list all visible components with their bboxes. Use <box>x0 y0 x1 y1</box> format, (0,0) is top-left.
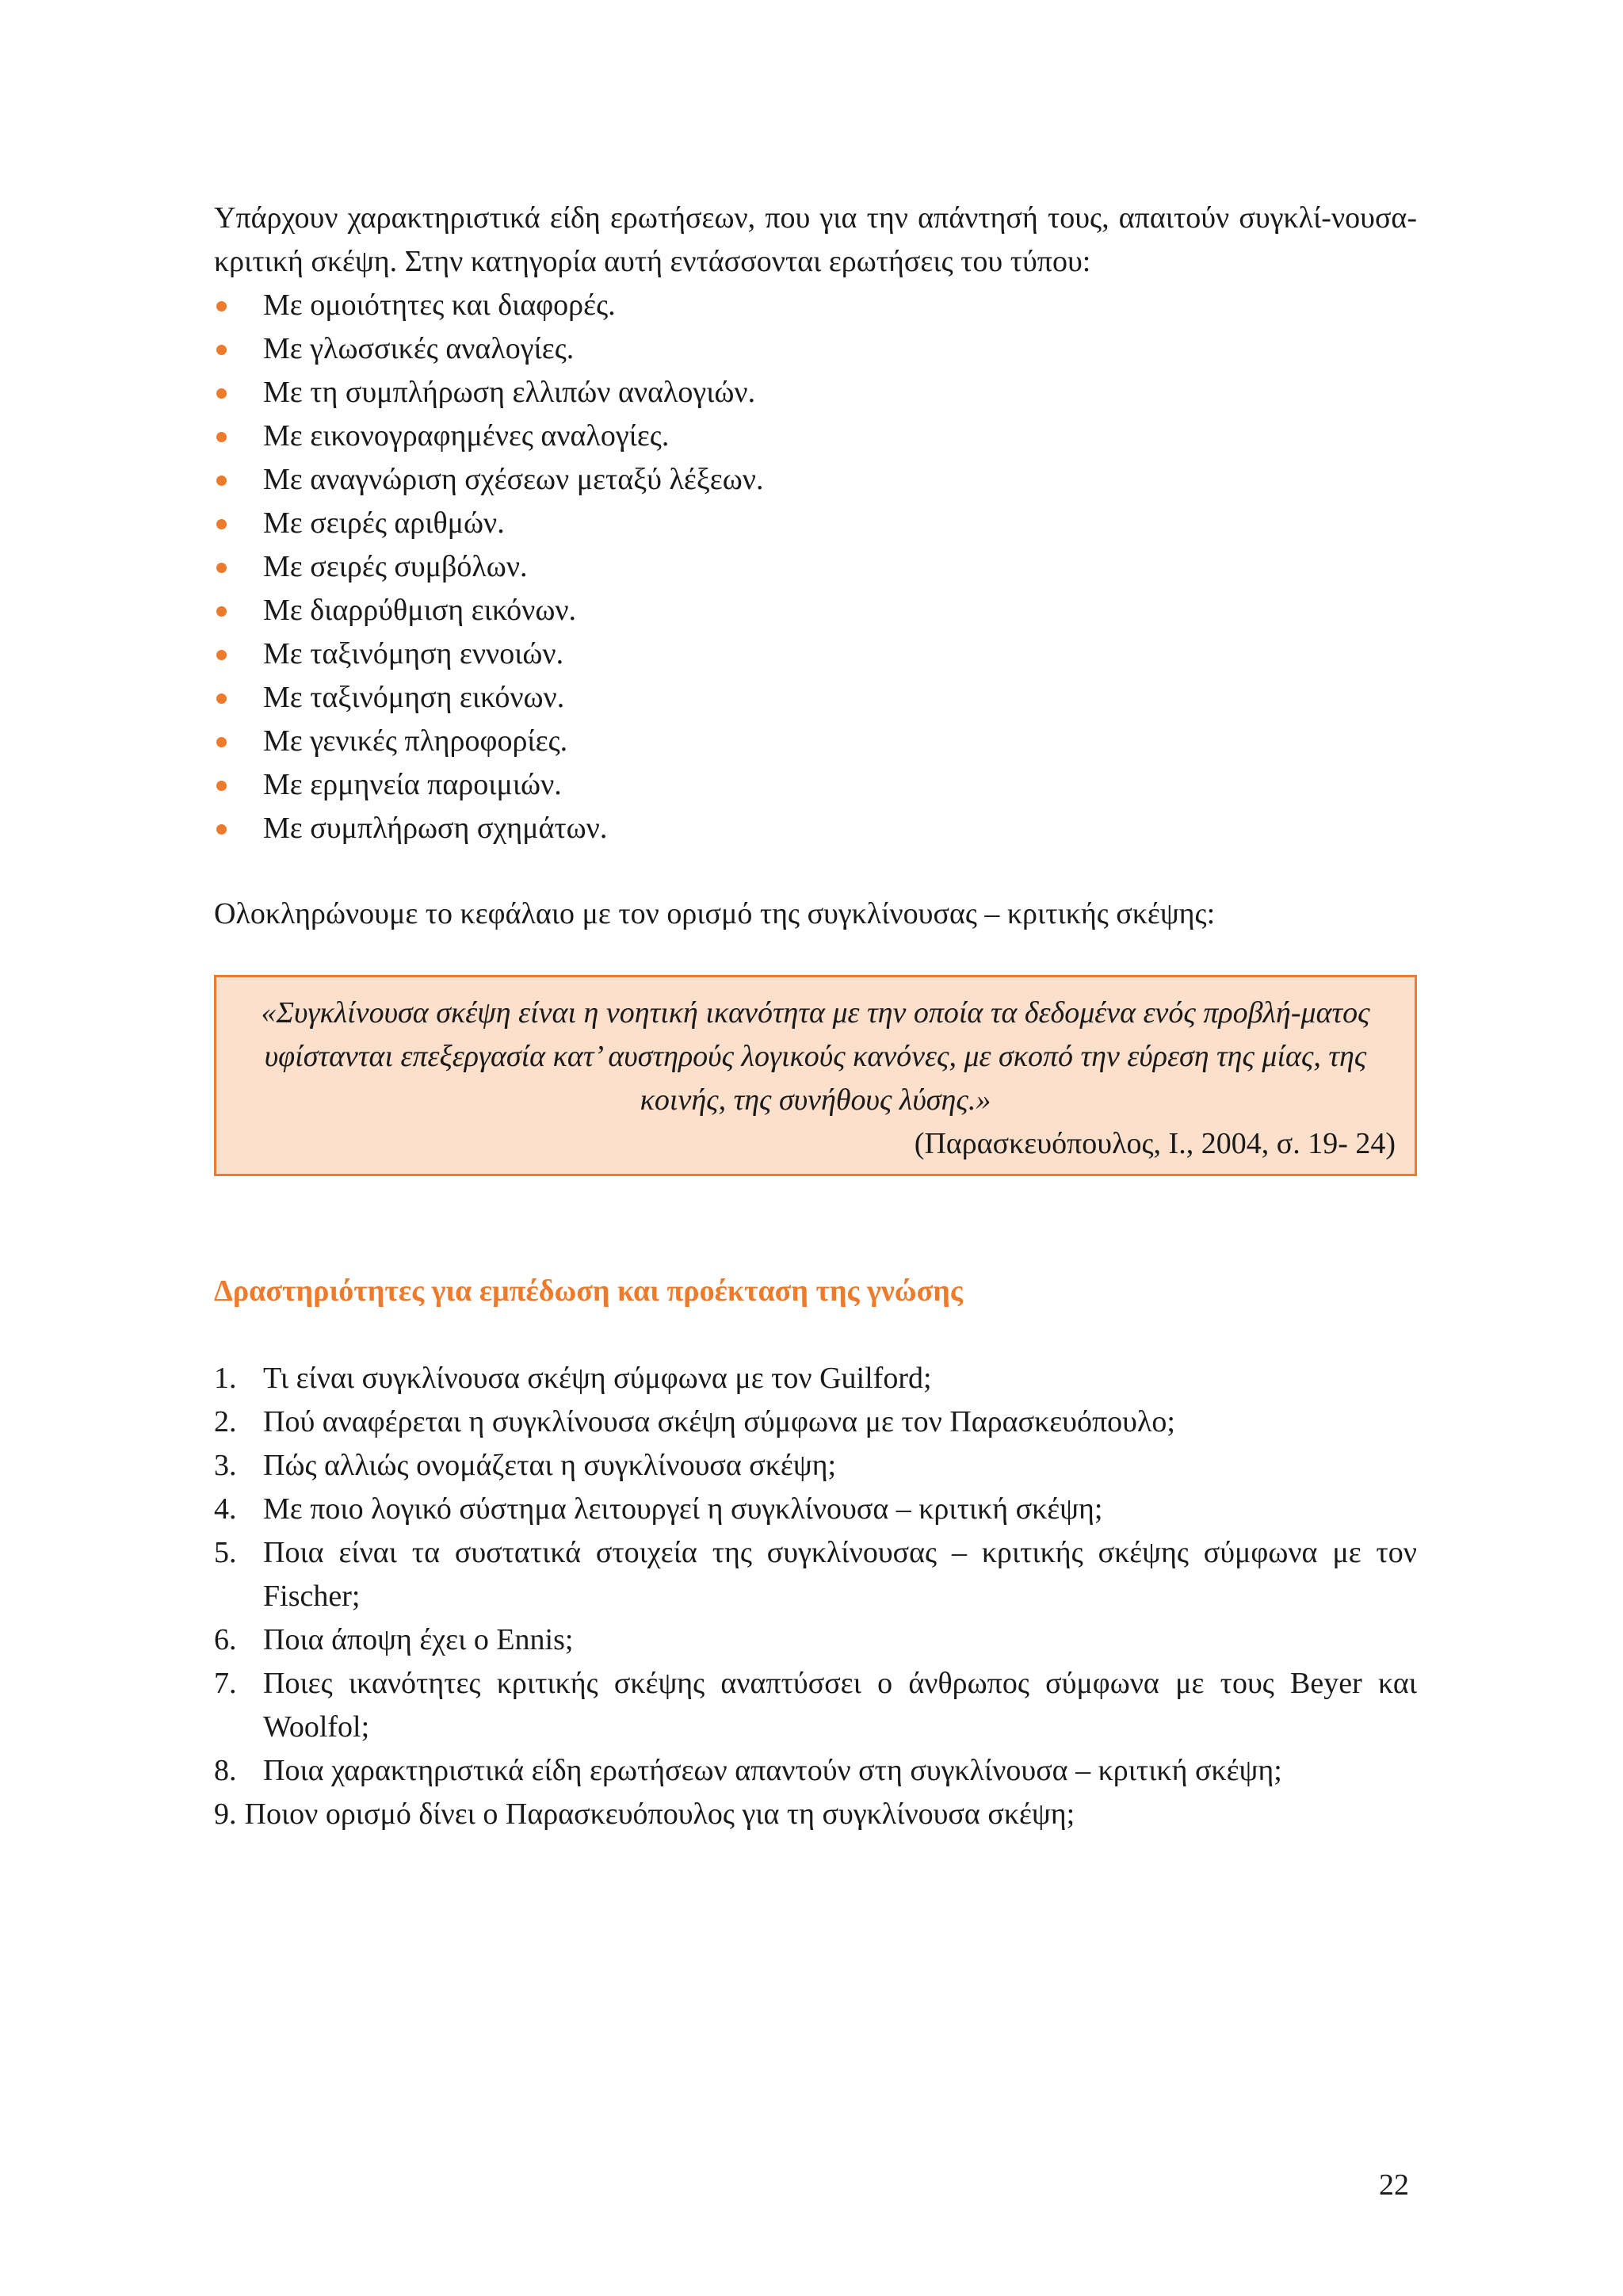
list-item <box>214 807 1417 850</box>
question-number: 9. <box>214 1797 237 1831</box>
list-item <box>214 720 1417 763</box>
question-number: 7. <box>214 1667 237 1700</box>
list-item <box>214 502 1417 545</box>
list-item-text: Με ομοιότητες και διαφορές. <box>263 288 616 322</box>
list-item <box>214 458 1417 502</box>
question-number: 4. <box>214 1492 237 1526</box>
bullet-icon <box>216 432 227 442</box>
list-item-text: Με ερμηνεία παροιμιών. <box>263 768 562 801</box>
list-item <box>214 676 1417 720</box>
list-item-text: Με συμπλήρωση σχημάτων. <box>263 812 608 845</box>
bullet-icon <box>216 476 227 486</box>
bullet-icon <box>216 737 227 747</box>
bullet-icon <box>216 693 227 704</box>
bullet-icon <box>216 519 227 529</box>
list-item <box>214 415 1417 458</box>
list-item-text: Με γλωσσικές αναλογίες. <box>263 332 575 365</box>
question-item <box>214 1488 1417 1531</box>
bullet-icon <box>216 345 227 355</box>
question-number: 1. <box>214 1362 237 1395</box>
list-item-text: Με γενικές πληροφορίες. <box>263 724 568 758</box>
bullet-icon <box>216 301 227 311</box>
list-item-text: Με τη συμπλήρωση ελλιπών αναλογιών. <box>263 376 756 409</box>
list-item-text: Με σειρές αριθμών. <box>263 506 505 540</box>
bullet-icon <box>216 781 227 791</box>
question-text: Ποια άποψη έχει ο Ennis; <box>263 1623 574 1656</box>
question-number: 6. <box>214 1623 237 1656</box>
question-item <box>214 1357 1417 1400</box>
bullet-icon <box>216 650 227 660</box>
question-text: Πού αναφέρεται η συγκλίνουσα σκέψη σύμφωνα με τον Παρασκευόπουλο; <box>263 1405 1175 1438</box>
list-item <box>214 589 1417 632</box>
question-number: 3. <box>214 1449 237 1482</box>
page-content <box>214 197 1417 1836</box>
activities-question-list <box>214 1357 1417 1836</box>
question-text: Τι είναι συγκλίνουσα σκέψη σύμφωνα με τον Guilford; <box>263 1362 932 1395</box>
question-types-list <box>214 284 1417 850</box>
question-item <box>214 1749 1417 1793</box>
definition-quote-box <box>214 975 1417 1176</box>
section-heading: Δραστηριότητες για εμπέδωση και προέκταση της γνώσης <box>214 1274 963 1308</box>
list-item-text: Με διαρρύθμιση εικόνων. <box>263 594 577 627</box>
list-item-text: Με εικονογραφημένες αναλογίες. <box>263 419 670 453</box>
question-text: Ποιες ικανότητες κριτικής σκέψης αναπτύσσει ο άνθρωπος σύμφωνα με τους Beyer και Woolfol; <box>263 1667 1417 1744</box>
list-item-text: Με σειρές συμβόλων. <box>263 550 528 583</box>
list-item-text: Με ταξινόμηση εννοιών. <box>263 637 564 670</box>
list-item <box>214 545 1417 589</box>
intro-paragraph: Υπάρχουν χαρακτηριστικά είδη ερωτήσεων, που για την απάντησή τους, απαιτούν συγκλί-νουσα- κριτική σκέψη. Στην κατηγορία αυτή εντάσσονται ερωτήσεις του τύπου: <box>214 201 1417 278</box>
question-item <box>214 1662 1417 1749</box>
list-item <box>214 763 1417 807</box>
question-text: Ποια χαρακτηριστικά είδη ερωτήσεων απαντούν στη συγκλίνουσα – κριτική σκέψη; <box>263 1754 1282 1787</box>
list-item-text: Με ταξινόμηση εικόνων. <box>263 681 565 714</box>
question-text: Ποιον ορισμό δίνει ο Παρασκευόπουλος για τη συγκλίνουσα σκέψη; <box>244 1797 1075 1831</box>
question-text: Ποια είναι τα συστατικά στοιχεία της συγκλίνουσας – κριτικής σκέψης σύμφωνα με τον Fischer; <box>263 1536 1417 1613</box>
question-item <box>214 1618 1417 1662</box>
closing-paragraph: Ολοκληρώνουμε το κεφάλαιο με τον ορισμό της συγκλίνουσας – κριτικής σκέψης: <box>214 897 1216 930</box>
question-item <box>214 1400 1417 1444</box>
bullet-icon <box>216 388 227 399</box>
bullet-icon <box>216 606 227 617</box>
question-number: 2. <box>214 1405 237 1438</box>
question-text: Πώς αλλιώς ονομάζεται η συγκλίνουσα σκέψη; <box>263 1449 837 1482</box>
question-number: 8. <box>214 1754 237 1787</box>
quote-text: «Συγκλίνουσα σκέψη είναι η νοητική ικανότητα με την οποία τα δεδομένα ενός προβλή-ματος υφίστανται επεξεργασία κατ’ αυστηρούς λογικούς κανόνες, με σκοπό την εύρεση της μίας, της κοινής, της συνήθους λύσης.» <box>261 996 1370 1117</box>
bullet-icon <box>216 824 227 835</box>
quote-citation: (Παρασκευόπουλος, Ι., 2004, σ. 19- 24) <box>914 1127 1396 1160</box>
question-number: 5. <box>214 1536 237 1569</box>
list-item <box>214 632 1417 676</box>
bullet-icon <box>216 563 227 573</box>
question-item <box>214 1793 1417 1836</box>
question-item <box>214 1444 1417 1488</box>
question-text: Με ποιο λογικό σύστημα λειτουργεί η συγκλίνουσα – κριτική σκέψη; <box>263 1492 1103 1526</box>
page-number: 22 <box>1379 2168 1409 2202</box>
list-item <box>214 284 1417 327</box>
list-item-text: Με αναγνώριση σχέσεων μεταξύ λέξεων. <box>263 463 764 496</box>
list-item <box>214 327 1417 371</box>
list-item <box>214 371 1417 415</box>
question-item <box>214 1531 1417 1618</box>
